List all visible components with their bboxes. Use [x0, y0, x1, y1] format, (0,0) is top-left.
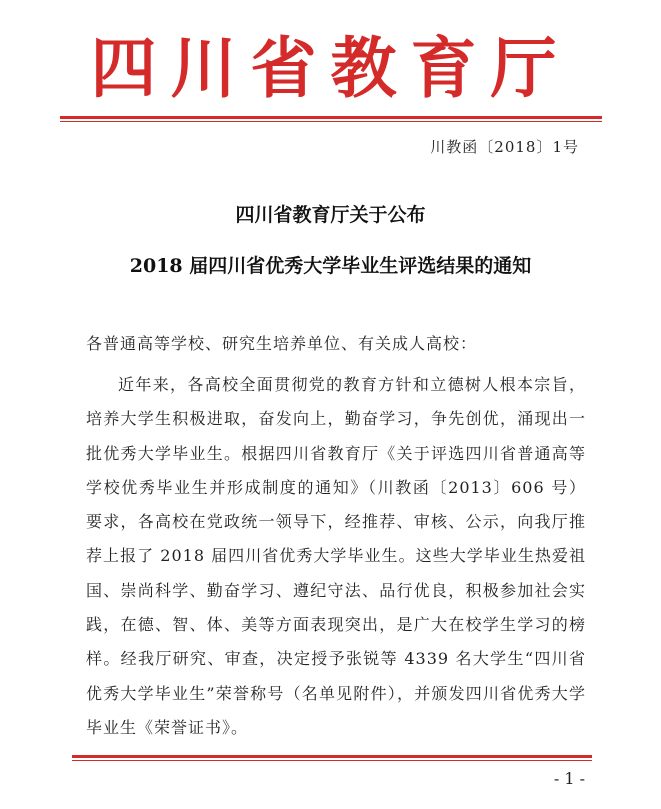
masthead-rule-thick — [60, 116, 602, 119]
footer-rule-thin — [72, 760, 592, 761]
page-number: - 1 - — [553, 769, 585, 788]
masthead-title: 四川省教育厅 — [90, 29, 571, 107]
masthead-rule-thin — [60, 121, 602, 122]
body-paragraph: 近年来，各高校全面贯彻党的教育方针和立德树人根本宗旨，培养大学生积极进取，奋发向上，勤奋学习，争先创优，涌现出一批优秀大学毕业生。根据四川省教育厅《关于评选四川省普通高等学校优秀毕业生并形成制度的通知》（川教函〔2013〕606 号）要求，各高校在党政统一领导下，经推荐、审核、公示，向我厅推荐上报了 2018 届四川省优秀大学毕业生。这些大学毕业生热爱祖国、崇尚科学、勤奋学习、遵纪守法、品行优良，积极参加社会实践，在德、智、体、美等方面表现突出，是广大在校学生学习的榜样。经我厅研究、审查，决定授予张锐等 4339 名大学生“四川省优秀大学毕业生”荣誉称号（名单见附件），并颁发四川省优秀大学毕业生《荣誉证书》。 — [86, 375, 586, 737]
document-number: 川教函〔2018〕1号 — [430, 138, 579, 156]
notice-title-line-1: 四川省教育厅关于公布 — [235, 204, 426, 226]
notice-title-line-2: 2018 届四川省优秀大学毕业生评选结果的通知 — [129, 255, 532, 277]
footer-rule-thick — [72, 755, 592, 758]
salutation: 各普通高等学校、研究生培养单位、有关成人高校： — [86, 334, 478, 353]
